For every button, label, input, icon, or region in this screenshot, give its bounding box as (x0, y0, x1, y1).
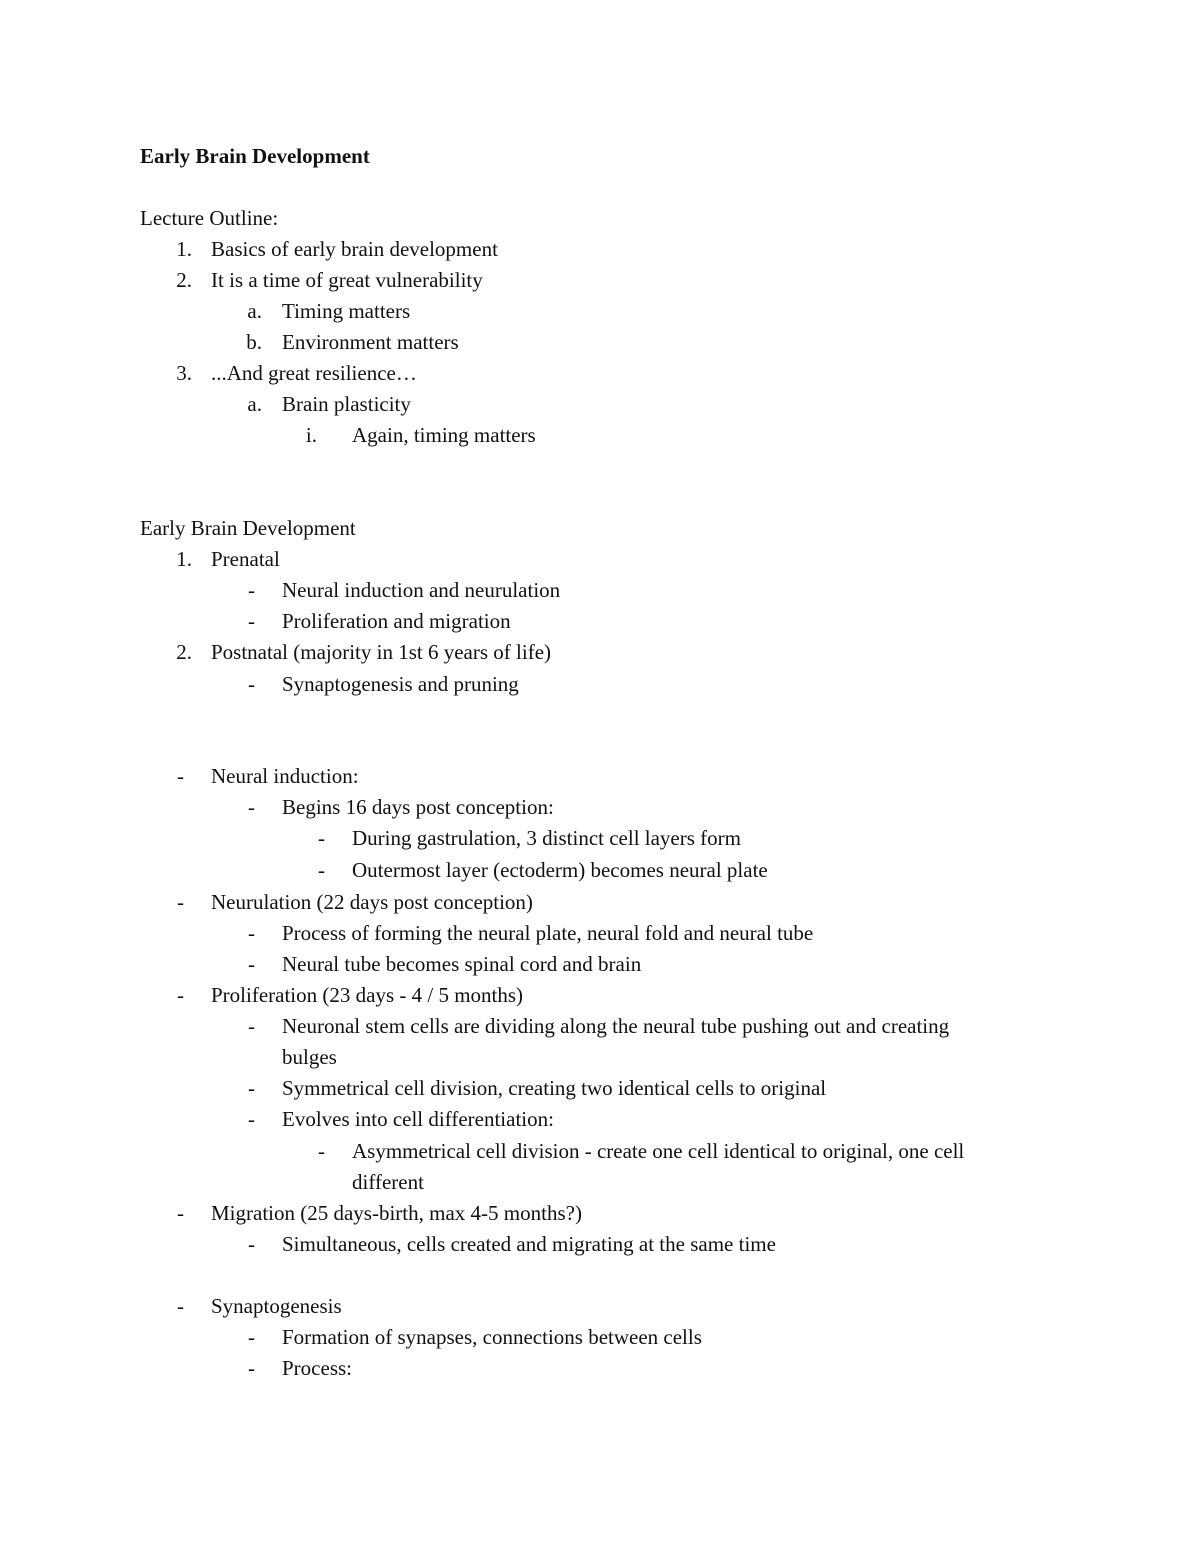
list-marker: - (177, 983, 184, 1007)
list-marker: - (177, 890, 184, 914)
list-marker: - (248, 672, 255, 696)
list-marker: - (318, 858, 325, 882)
section-heading: Early Brain Development (140, 516, 356, 540)
outline-heading: Lecture Outline: (140, 206, 279, 230)
list-item: Symmetrical cell division, creating two identical cells to original (282, 1076, 827, 1100)
list-marker: - (318, 826, 325, 850)
list-item: During gastrulation, 3 distinct cell layers form (352, 826, 741, 850)
list-marker: - (248, 609, 255, 633)
list-marker: i. (305, 423, 317, 447)
list-marker: - (318, 1139, 325, 1163)
list-item: Simultaneous, cells created and migrating at the same time (282, 1232, 776, 1256)
list-item: Postnatal (majority in 1st 6 years of life) (211, 640, 552, 664)
list-item: ...And great resilience… (211, 361, 417, 385)
list-item: Synaptogenesis and pruning (282, 672, 519, 696)
list-marker: b. (246, 330, 262, 354)
list-item: Process of forming the neural plate, neural fold and neural tube (282, 921, 814, 945)
list-marker: - (248, 795, 255, 819)
list-item: Environment matters (282, 330, 459, 354)
list-item: Evolves into cell differentiation: (282, 1107, 554, 1131)
list-marker: a. (247, 392, 262, 416)
list-item: Outermost layer (ectoderm) becomes neural plate (352, 858, 768, 882)
list-item: Neurulation (22 days post conception) (211, 890, 533, 914)
list-marker: - (248, 952, 255, 976)
list-marker: - (177, 764, 184, 788)
list-marker: - (248, 1325, 255, 1349)
list-marker: - (177, 1294, 184, 1318)
list-item: Proliferation and migration (282, 609, 511, 633)
list-item: Neural tube becomes spinal cord and brain (282, 952, 642, 976)
list-marker: a. (247, 299, 262, 323)
list-item: Migration (25 days-birth, max 4-5 months?) (211, 1201, 582, 1225)
list-item: Basics of early brain development (211, 237, 498, 261)
list-marker: - (248, 1232, 255, 1256)
list-item: Synaptogenesis (211, 1294, 342, 1318)
list-item: Begins 16 days post conception: (282, 795, 554, 819)
list-marker: 2. (176, 640, 192, 664)
list-item-continuation: different (352, 1170, 424, 1194)
list-item: Again, timing matters (352, 423, 536, 447)
list-marker: - (248, 1356, 255, 1380)
list-item: Process: (282, 1356, 352, 1380)
list-item: Timing matters (282, 299, 411, 323)
list-item-continuation: bulges (282, 1045, 337, 1069)
list-marker: - (248, 1107, 255, 1131)
list-item: Prenatal (211, 547, 280, 571)
list-marker: - (248, 578, 255, 602)
document-title: Early Brain Development (140, 144, 370, 168)
list-marker: - (248, 921, 255, 945)
list-marker: 2. (176, 268, 192, 292)
list-item: Neural induction: (211, 764, 359, 788)
list-item: Asymmetrical cell division - create one cell identical to original, one cell (352, 1139, 965, 1163)
list-item: Neuronal stem cells are dividing along the neural tube pushing out and creating (282, 1014, 950, 1038)
list-marker: 3. (176, 361, 192, 385)
list-marker: 1. (176, 237, 192, 261)
list-item: Formation of synapses, connections between cells (282, 1325, 702, 1349)
list-item: Proliferation (23 days - 4 / 5 months) (211, 983, 524, 1007)
list-marker: - (248, 1014, 255, 1038)
list-item: It is a time of great vulnerability (211, 268, 483, 292)
list-item: Neural induction and neurulation (282, 578, 561, 602)
list-marker: - (248, 1076, 255, 1100)
list-marker: - (177, 1201, 184, 1225)
list-marker: 1. (176, 547, 192, 571)
list-item: Brain plasticity (282, 392, 411, 416)
